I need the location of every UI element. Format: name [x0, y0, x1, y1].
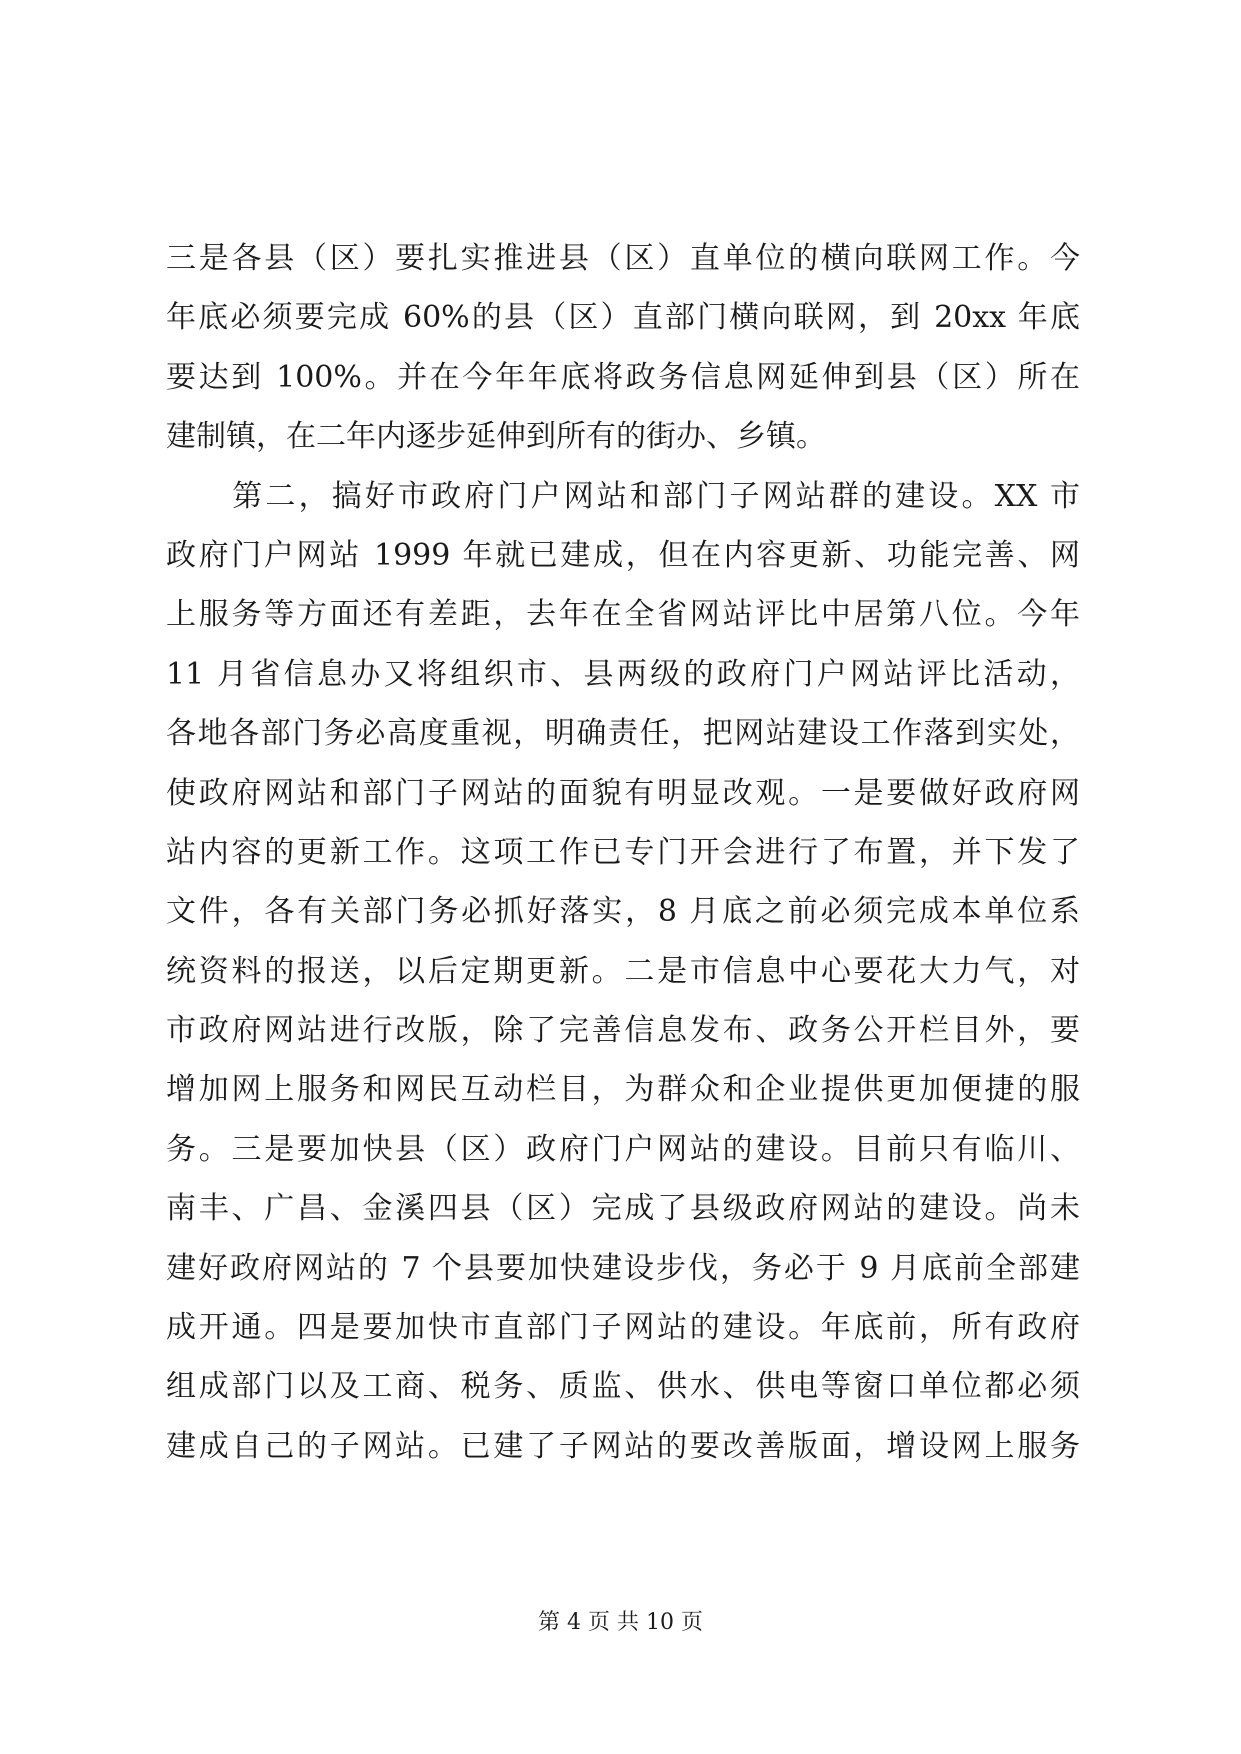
- text-line: 使政府网站和部门子网站的面貌有明显改观。一是要做好政府网: [166, 775, 1080, 811]
- text-line: 统资料的报送，以后定期更新。二是市信息中心要花大力气，对: [166, 953, 1080, 989]
- text-line: 年底必须要完成 60%的县（区）直部门横向联网，到 20xx 年底: [166, 300, 1080, 336]
- text-line: 第二，搞好市政府门户网站和部门子网站群的建设。XX 市: [166, 478, 1080, 514]
- text-line: 11 月省信息办又将组织市、县两级的政府门户网站评比活动，: [166, 656, 1080, 692]
- text-line: 组成部门以及工商、税务、质监、供水、供电等窗口单位都必须: [166, 1369, 1080, 1405]
- text-line: 站内容的更新工作。这项工作已专门开会进行了布置，并下发了: [166, 834, 1080, 870]
- text-line: 建制镇，在二年内逐步延伸到所有的街办、乡镇。: [166, 419, 826, 455]
- text-line: 上服务等方面还有差距，去年在全省网站评比中居第八位。今年: [166, 597, 1080, 633]
- text-line: 文件，各有关部门务必抓好落实，8 月底之前必须完成本单位系: [166, 894, 1080, 930]
- text-line: 市政府网站进行改版，除了完善信息发布、政务公开栏目外，要: [166, 1013, 1080, 1049]
- text-line: 各地各部门务必高度重视，明确责任，把网站建设工作落到实处，: [166, 716, 1080, 752]
- page-number-footer: 第 4 页 共 10 页: [538, 1610, 703, 1635]
- text-line: 政府门户网站 1999 年就已建成，但在内容更新、功能完善、网: [166, 537, 1080, 573]
- text-line: 要达到 100%。并在今年年底将政务信息网延伸到县（区）所在: [166, 359, 1080, 395]
- text-line: 建好政府网站的 7 个县要加快建设步伐，务必于 9 月底前全部建: [166, 1250, 1080, 1286]
- body-text: [166, 229, 1080, 1476]
- text-line: 建成自己的子网站。已建了子网站的要改善版面，增设网上服务: [166, 1428, 1080, 1464]
- text-line: 增加网上服务和网民互动栏目，为群众和企业提供更加便捷的服: [166, 1072, 1080, 1108]
- text-line: 成开通。四是要加快市直部门子网站的建设。年底前，所有政府: [166, 1310, 1080, 1346]
- text-line: 南丰、广昌、金溪四县（区）完成了县级政府网站的建设。尚未: [166, 1191, 1080, 1227]
- text-line: 三是各县（区）要扎实推进县（区）直单位的横向联网工作。今: [166, 241, 1080, 276]
- text-line: 务。三是要加快县（区）政府门户网站的建设。目前只有临川、: [166, 1131, 1080, 1167]
